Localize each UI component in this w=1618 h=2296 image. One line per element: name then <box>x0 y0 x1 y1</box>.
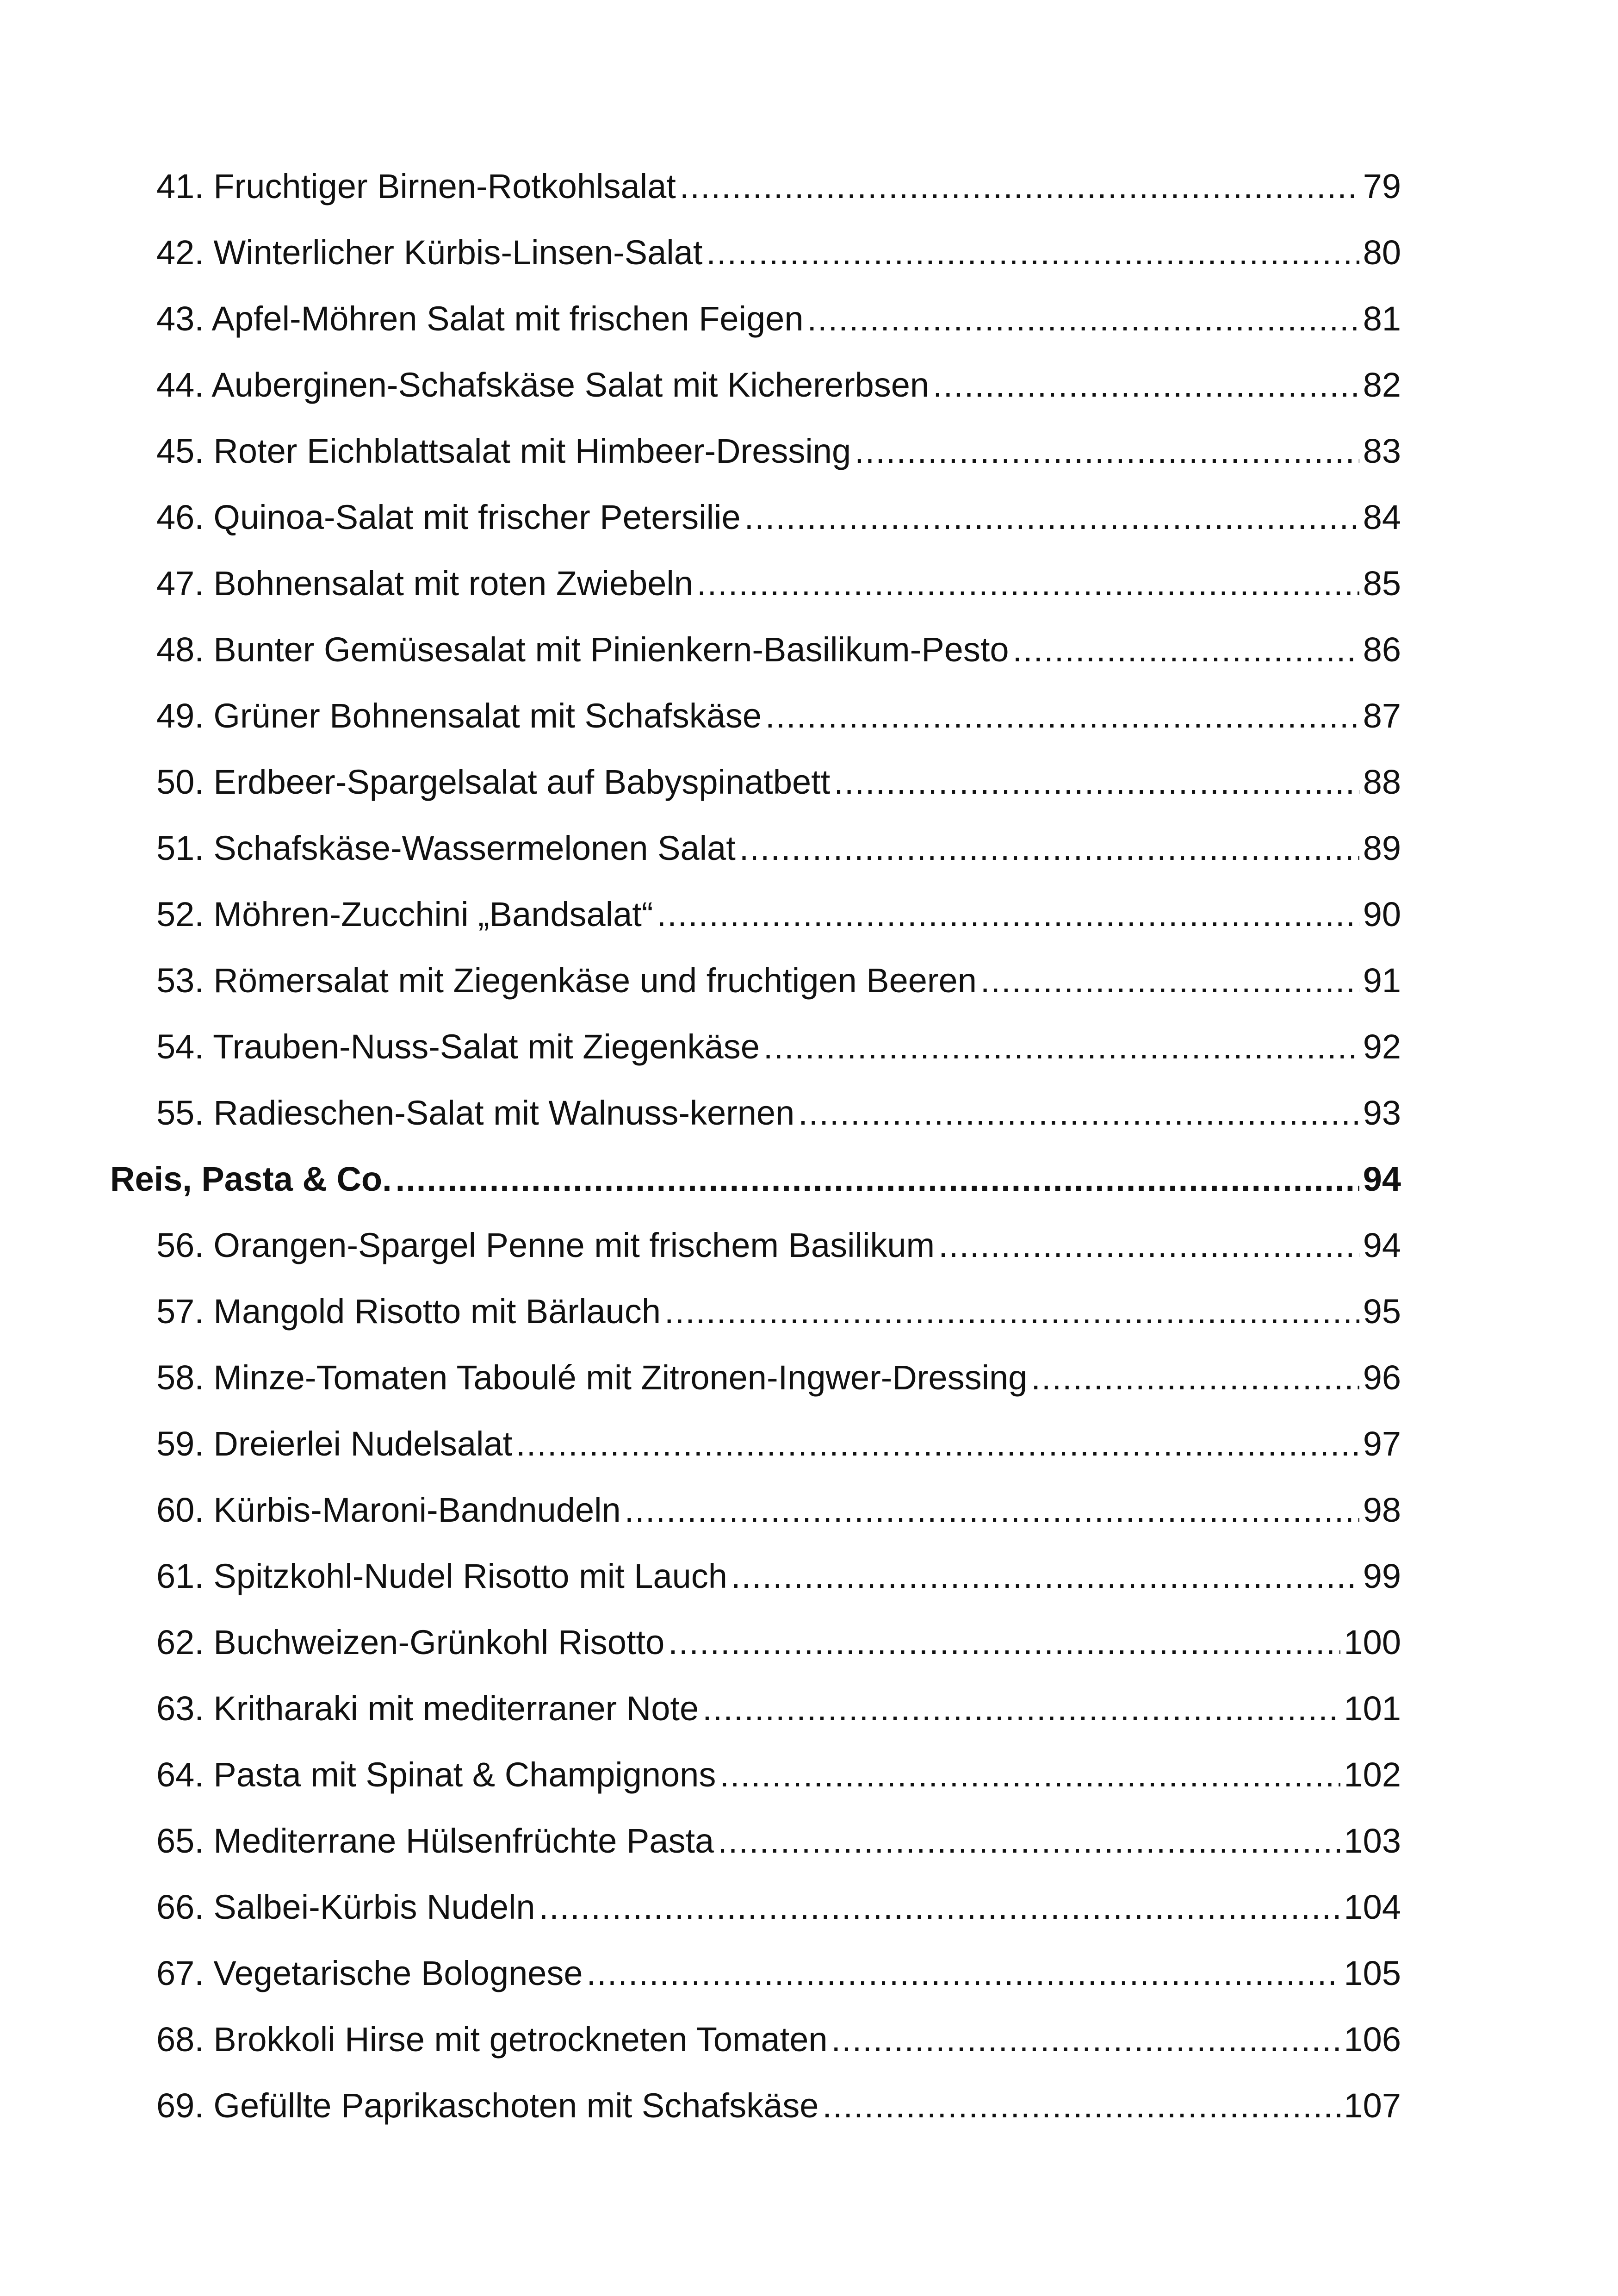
toc-entry-62[interactable] <box>110 1624 1401 1690</box>
toc-page-number: 93 <box>1363 1094 1401 1132</box>
toc-entry-42[interactable] <box>110 234 1401 300</box>
toc-page-number: 106 <box>1344 2020 1401 2059</box>
toc-dot-leader <box>516 1425 1359 1463</box>
toc-entry-title: 49. Grüner Bohnensalat mit Schafskäse <box>156 697 762 735</box>
toc-dot-leader <box>822 2087 1340 2125</box>
toc-page-number: 87 <box>1363 697 1401 735</box>
toc-page-number: 89 <box>1363 829 1401 867</box>
toc-dot-leader <box>980 962 1359 1000</box>
toc-entry-title: 64. Pasta mit Spinat & Champignons <box>156 1755 716 1794</box>
toc-dot-leader <box>933 366 1359 404</box>
toc-page-number: 97 <box>1363 1425 1401 1463</box>
toc-page-number: 90 <box>1363 895 1401 933</box>
toc-dot-leader <box>702 1690 1340 1728</box>
toc-entry-title: 62. Buchweizen-Grünkohl Risotto <box>156 1623 665 1661</box>
toc-entry-47[interactable] <box>110 565 1401 631</box>
toc-dot-leader <box>731 1557 1359 1595</box>
toc-entry-title: 68. Brokkoli Hirse mit getrockneten Tomaten <box>156 2020 828 2059</box>
toc-dot-leader <box>763 1028 1359 1066</box>
toc-entry-48[interactable] <box>110 631 1401 697</box>
toc-dot-leader <box>739 829 1359 867</box>
toc-page-number: 85 <box>1363 564 1401 603</box>
toc-entry-title: 45. Roter Eichblattsalat mit Himbeer-Dressing <box>156 432 851 470</box>
toc-dot-leader <box>938 1226 1359 1264</box>
toc-dot-leader <box>765 697 1359 735</box>
toc-entry-title: 60. Kürbis-Maroni-Bandnudeln <box>156 1491 621 1529</box>
toc-page-number: 83 <box>1363 432 1401 470</box>
toc-page-number: 82 <box>1363 366 1401 404</box>
toc-dot-leader <box>625 1491 1359 1529</box>
toc-entry-title: 65. Mediterrane Hülsenfrüchte Pasta <box>156 1822 714 1860</box>
toc-entry-45[interactable] <box>110 432 1401 498</box>
toc-page-number: 105 <box>1344 1954 1401 1992</box>
toc-entry-title: 52. Möhren-Zucchini „Bandsalat“ <box>156 895 653 933</box>
toc-page-number: 94 <box>1363 1226 1401 1264</box>
toc-dot-leader <box>834 763 1359 801</box>
toc-entry-60[interactable] <box>110 1491 1401 1557</box>
toc-dot-leader <box>706 234 1359 272</box>
toc-entry-title: 43. Apfel-Möhren Salat mit frischen Feigen <box>156 299 804 338</box>
toc-section-reis-pasta[interactable] <box>110 1160 1401 1226</box>
toc-entry-title: 69. Gefüllte Paprikaschoten mit Schafskäse <box>156 2086 819 2125</box>
toc-page-number: 79 <box>1363 167 1401 205</box>
toc-dot-leader <box>744 498 1359 536</box>
toc-dot-leader <box>657 896 1359 933</box>
toc-page-number: 94 <box>1363 1160 1401 1198</box>
toc-entry-title: 56. Orangen-Spargel Penne mit frischem Basilikum <box>156 1226 935 1264</box>
toc-entry-65[interactable] <box>110 1822 1401 1888</box>
toc-entry-69[interactable] <box>110 2087 1401 2153</box>
toc-page-number: 100 <box>1344 1623 1401 1661</box>
toc-page-number: 104 <box>1344 1888 1401 1926</box>
toc-dot-leader <box>587 1954 1340 1992</box>
toc-entry-53[interactable] <box>110 962 1401 1028</box>
toc-entry-title: 50. Erdbeer-Spargelsalat auf Babyspinatbett <box>156 763 831 801</box>
toc-entry-61[interactable] <box>110 1557 1401 1624</box>
toc-dot-leader <box>718 1822 1340 1860</box>
toc-entry-49[interactable] <box>110 697 1401 763</box>
toc-dot-leader <box>1013 631 1359 669</box>
toc-section-title: Reis, Pasta & Co. <box>110 1160 392 1198</box>
toc-page-number: 84 <box>1363 498 1401 536</box>
toc-page-number: 101 <box>1344 1689 1401 1728</box>
toc-page-number: 81 <box>1363 299 1401 338</box>
toc-entry-title: 47. Bohnensalat mit roten Zwiebeln <box>156 564 694 603</box>
toc-entry-title: 61. Spitzkohl-Nudel Risotto mit Lauch <box>156 1557 727 1595</box>
toc-entry-title: 46. Quinoa-Salat mit frischer Petersilie <box>156 498 741 536</box>
toc-entry-56[interactable] <box>110 1226 1401 1293</box>
toc-dot-leader <box>807 300 1359 338</box>
toc-entry-title: 53. Römersalat mit Ziegenkäse und fruchtigen Beeren <box>156 961 977 1000</box>
toc-page-number: 92 <box>1363 1027 1401 1066</box>
toc-page-number: 80 <box>1363 233 1401 272</box>
toc-entry-title: 41. Fruchtiger Birnen-Rotkohlsalat <box>156 167 676 205</box>
toc-entry-64[interactable] <box>110 1756 1401 1822</box>
toc-page-number: 88 <box>1363 763 1401 801</box>
toc-page-number: 107 <box>1344 2086 1401 2125</box>
toc-entry-title: 63. Kritharaki mit mediterraner Note <box>156 1689 699 1728</box>
toc-dot-leader <box>697 565 1359 603</box>
toc-entry-title: 51. Schafskäse-Wassermelonen Salat <box>156 829 736 867</box>
toc-dot-leader <box>668 1624 1340 1661</box>
toc-entry-46[interactable] <box>110 498 1401 565</box>
toc-entry-title: 42. Winterlicher Kürbis-Linsen-Salat <box>156 233 703 272</box>
toc-page-number: 98 <box>1363 1491 1401 1529</box>
toc-entry-title: 55. Radieschen-Salat mit Walnuss-kernen <box>156 1094 795 1132</box>
toc-entry-title: 57. Mangold Risotto mit Bärlauch <box>156 1292 661 1331</box>
toc-entry-63[interactable] <box>110 1690 1401 1756</box>
toc-page-number: 99 <box>1363 1557 1401 1595</box>
toc-dot-leader <box>719 1756 1340 1794</box>
toc-entry-title: 67. Vegetarische Bolognese <box>156 1954 583 1992</box>
toc-page-number: 103 <box>1344 1822 1401 1860</box>
toc-entry-43[interactable] <box>110 300 1401 366</box>
toc-entry-title: 44. Auberginen-Schafskäse Salat mit Kichererbsen <box>156 366 930 404</box>
toc-entry-66[interactable] <box>110 1888 1401 1954</box>
toc-page-number: 86 <box>1363 630 1401 669</box>
toc-page-number: 95 <box>1363 1292 1401 1331</box>
toc-dot-leader <box>396 1160 1359 1198</box>
toc-dot-leader <box>680 168 1359 205</box>
toc-dot-leader <box>1031 1359 1359 1397</box>
toc-entry-55[interactable] <box>110 1094 1401 1160</box>
toc-entry-title: 48. Bunter Gemüsesalat mit Pinienkern-Basilikum-Pesto <box>156 630 1009 669</box>
toc-entry-54[interactable] <box>110 1028 1401 1094</box>
toc-entry-44[interactable] <box>110 366 1401 432</box>
toc-entry-59[interactable] <box>110 1425 1401 1491</box>
toc-dot-leader <box>855 432 1359 470</box>
toc-dot-leader <box>798 1094 1359 1132</box>
toc-entry-title: 54. Trauben-Nuss-Salat mit Ziegenkäse <box>156 1027 760 1066</box>
toc-entry-58[interactable] <box>110 1359 1401 1425</box>
toc-entry-title: 58. Minze-Tomaten Taboulé mit Zitronen-Ingwer-Dressing <box>156 1358 1028 1397</box>
toc-dot-leader <box>831 2021 1340 2059</box>
toc-entry-50[interactable] <box>110 763 1401 829</box>
toc-entry-68[interactable] <box>110 2021 1401 2087</box>
toc-page-number: 102 <box>1344 1755 1401 1794</box>
toc-dot-leader <box>539 1888 1340 1926</box>
toc-entry-67[interactable] <box>110 1954 1401 2021</box>
table-of-contents <box>110 168 1401 2153</box>
toc-entry-57[interactable] <box>110 1293 1401 1359</box>
toc-entry-title: 66. Salbei-Kürbis Nudeln <box>156 1888 535 1926</box>
toc-entry-title: 59. Dreierlei Nudelsalat <box>156 1425 513 1463</box>
toc-entry-51[interactable] <box>110 829 1401 896</box>
toc-entry-52[interactable] <box>110 896 1401 962</box>
toc-page-number: 96 <box>1363 1358 1401 1397</box>
toc-page-number: 91 <box>1363 961 1401 1000</box>
toc-dot-leader <box>664 1293 1359 1331</box>
toc-entry-41[interactable] <box>110 168 1401 234</box>
